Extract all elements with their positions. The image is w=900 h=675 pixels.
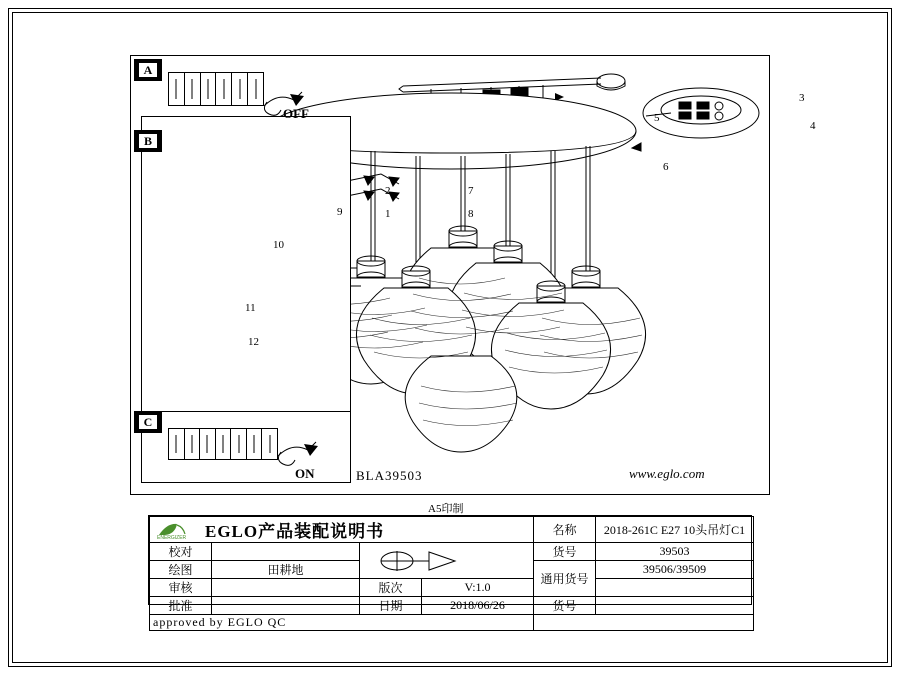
callout-1: 1	[385, 208, 391, 220]
common-value: 39506/39509	[596, 561, 754, 579]
row-label-1: 绘图	[150, 561, 212, 579]
common-label: 通用货号	[534, 561, 596, 597]
callout-2: 2	[385, 185, 391, 197]
row-value-0	[212, 543, 360, 561]
switch-off-illustration	[168, 72, 264, 106]
callout-8: 8	[468, 208, 474, 220]
date-label: 日期	[360, 597, 422, 615]
common-label-2: 货号	[534, 597, 596, 615]
doc-title-cell	[150, 517, 534, 543]
callout-4: 4	[810, 120, 816, 132]
title-block	[148, 515, 752, 629]
panel-tag-b: B	[134, 130, 162, 152]
stamp-cell	[360, 543, 534, 579]
item-value: 39503	[596, 543, 754, 561]
row-label-0: 校对	[150, 543, 212, 561]
version-value: V:1.0	[422, 579, 534, 597]
callout-12: 12	[248, 336, 259, 348]
switch-on-illustration	[168, 428, 278, 460]
on-label: ON	[295, 466, 315, 481]
model-code: BLA39503	[356, 468, 423, 483]
detail-frame-b-outline	[141, 116, 351, 456]
off-label: OFF	[283, 106, 309, 121]
panel-tag-a: A	[134, 59, 162, 81]
callout-11: 11	[245, 302, 256, 314]
callout-3: 3	[799, 92, 805, 104]
callout-9: 9	[337, 206, 343, 218]
row-label-2: 审核	[150, 579, 212, 597]
callout-10: 10	[273, 239, 284, 251]
item-label: 货号	[534, 543, 596, 561]
website-url: www.eglo.com	[629, 466, 705, 481]
row-label-3: 批准	[150, 597, 212, 615]
callout-5: 5	[654, 112, 660, 124]
approved-text: approved by EGLO QC	[150, 615, 534, 631]
approval-stamp-icon	[363, 546, 473, 576]
version-label: 版次	[360, 579, 422, 597]
doc-title: EGLO产品装配说明书	[205, 522, 385, 541]
print-note: A5印制	[428, 503, 464, 515]
blank-cell	[534, 615, 754, 631]
date-value: 2018/06/26	[422, 597, 534, 615]
svg-text:ENERGIZER: ENERGIZER	[157, 534, 187, 540]
common-value-3	[596, 597, 754, 615]
callout-7: 7	[468, 185, 474, 197]
row-value-3	[212, 597, 360, 615]
callout-6: 6	[663, 161, 669, 173]
panel-tag-c: C	[134, 411, 162, 433]
name-value: 2018-261C E27 10头吊灯C1	[596, 517, 754, 543]
row-value-1: 田耕地	[212, 561, 360, 579]
common-value-2	[596, 579, 754, 597]
eglo-logo-icon	[153, 520, 199, 540]
name-label: 名称	[534, 517, 596, 543]
row-value-2	[212, 579, 360, 597]
